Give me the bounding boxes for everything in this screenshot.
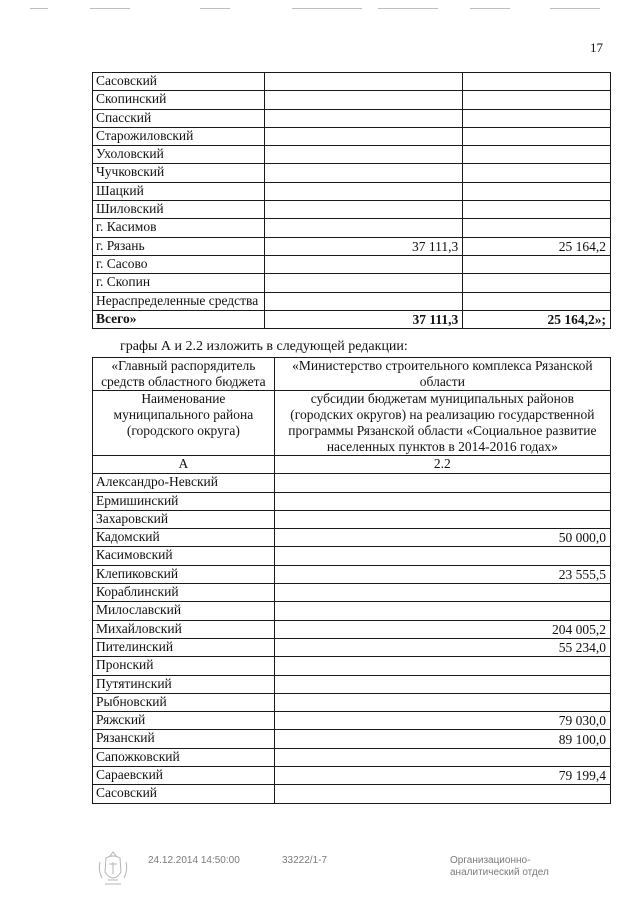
value-cell: 37 111,3 [264,237,462,255]
table-row [93,292,611,310]
table-row [93,127,611,145]
value-cell [463,73,611,91]
table-row [93,182,611,200]
value-cell [463,292,611,310]
district-name: Сасовский [93,785,275,803]
district-name: Сапожковский [93,748,275,766]
total-row [93,310,611,328]
value-cell [264,73,462,91]
district-name: Ряжский [93,712,275,730]
district-name: Александро-Невский [93,474,275,492]
value-cell: 37 111,3 [264,310,462,328]
table-row [93,712,611,730]
district-name: Клепиковский [93,565,275,583]
district-name: Чучковский [93,164,265,182]
column-code: А [93,456,275,474]
table-row [93,492,611,510]
header-row-3 [93,456,611,474]
value-cell [463,164,611,182]
subsidy-value [274,785,610,803]
value-cell [463,274,611,292]
value-cell [463,127,611,145]
table-row [93,693,611,711]
value-cell [264,164,462,182]
value-cell [264,146,462,164]
value-cell [264,91,462,109]
table-row [93,584,611,602]
subsidy-value [274,693,610,711]
footer-document-id: 33222/1-7 [282,855,328,866]
value-cell: 25 164,2»; [463,310,611,328]
value-cell [264,127,462,145]
table-row [93,510,611,528]
district-name: Шиловский [93,201,265,219]
district-name: Рыбновский [93,693,275,711]
value-cell [463,219,611,237]
value-cell [463,182,611,200]
district-name: Захаровский [93,510,275,528]
district-name: Касимовский [93,547,275,565]
footer-department: Организационно-аналитический отдел [450,855,549,878]
subsidy-value: 23 555,5 [274,565,610,583]
table-row [93,620,611,638]
district-name: Пронский [93,657,275,675]
district-name: Кораблинский [93,584,275,602]
district-name: г. Сасово [93,255,265,273]
subsidy-value [274,602,610,620]
district-name: Кадомский [93,529,275,547]
column-code: 2.2 [274,456,610,474]
header-cell: «Главный распорядитель средств областного бюджета [93,358,275,391]
table-row [93,785,611,803]
table-row [93,201,611,219]
header-cell: субсидии бюджетам муниципальных районов (городских округов) на реализацию государственной программы Рязанской области «Социальное развитие населенных пунктов в 2014-2016 годах» [274,391,610,456]
table-row [93,73,611,91]
table-row [93,730,611,748]
subsidy-value: 79 030,0 [274,712,610,730]
district-name: Сасовский [93,73,265,91]
value-cell [264,201,462,219]
subsidy-value [274,675,610,693]
district-name: Путятинский [93,675,275,693]
table-row [93,219,611,237]
subsidy-value [274,584,610,602]
table-row [93,91,611,109]
page-number: 17 [590,40,603,55]
value-cell [264,255,462,273]
table-row [93,638,611,656]
table-row [93,255,611,273]
district-name: Пителинский [93,638,275,656]
district-name: г. Скопин [93,274,265,292]
table-row [93,602,611,620]
district-name: г. Касимов [93,219,265,237]
value-cell [463,255,611,273]
district-name: Нераспределенные средства [93,292,265,310]
table-row [93,274,611,292]
value-cell [264,182,462,200]
table-row [93,767,611,785]
value-cell [264,292,462,310]
subsidy-value [274,492,610,510]
subsidy-value [274,657,610,675]
subsidy-value [274,547,610,565]
district-name: Спасский [93,109,265,127]
subsidy-value: 55 234,0 [274,638,610,656]
header-cell: Наименование муниципального района (городского округа) [93,391,275,456]
subsidy-value: 204 005,2 [274,620,610,638]
district-name: Ермишинский [93,492,275,510]
table-row [93,565,611,583]
header-row-2 [93,391,611,456]
district-name: Михайловский [93,620,275,638]
table-row [93,109,611,127]
district-name: г. Рязань [93,237,265,255]
subsidy-value [274,510,610,528]
district-name: Шацкий [93,182,265,200]
value-cell [463,91,611,109]
table-row [93,657,611,675]
table-row [93,748,611,766]
value-cell [264,109,462,127]
district-name: Скопинский [93,91,265,109]
district-name: Сараевский [93,767,275,785]
district-name: Милославский [93,602,275,620]
coat-of-arms-watermark [96,850,130,888]
subsidy-value: 50 000,0 [274,529,610,547]
subsidy-value: 89 100,0 [274,730,610,748]
table-row [93,164,611,182]
header-row-1 [93,358,611,391]
district-name: Ухоловский [93,146,265,164]
amendment-paragraph: графы А и 2.2 изложить в следующей редакции: [120,339,408,354]
value-cell: 25 164,2 [463,237,611,255]
district-name: Старожиловский [93,127,265,145]
subsidy-table [92,357,611,804]
value-cell [463,146,611,164]
header-cell: «Министерство строительного комплекса Рязанской области [274,358,610,391]
subsidy-value [274,474,610,492]
scan-top-edge [30,8,620,16]
value-cell [264,219,462,237]
table-row [93,146,611,164]
table-row [93,237,611,255]
value-cell [463,201,611,219]
subsidy-value [274,748,610,766]
value-cell [463,109,611,127]
table-row [93,675,611,693]
district-name: Всего» [93,310,265,328]
table-row [93,529,611,547]
table-row [93,547,611,565]
subsidy-value: 79 199,4 [274,767,610,785]
table-row [93,474,611,492]
value-cell [264,274,462,292]
footer-timestamp: 24.12.2014 14:50:00 [148,855,240,866]
district-name: Рязанский [93,730,275,748]
allocation-table-continued [92,72,611,329]
